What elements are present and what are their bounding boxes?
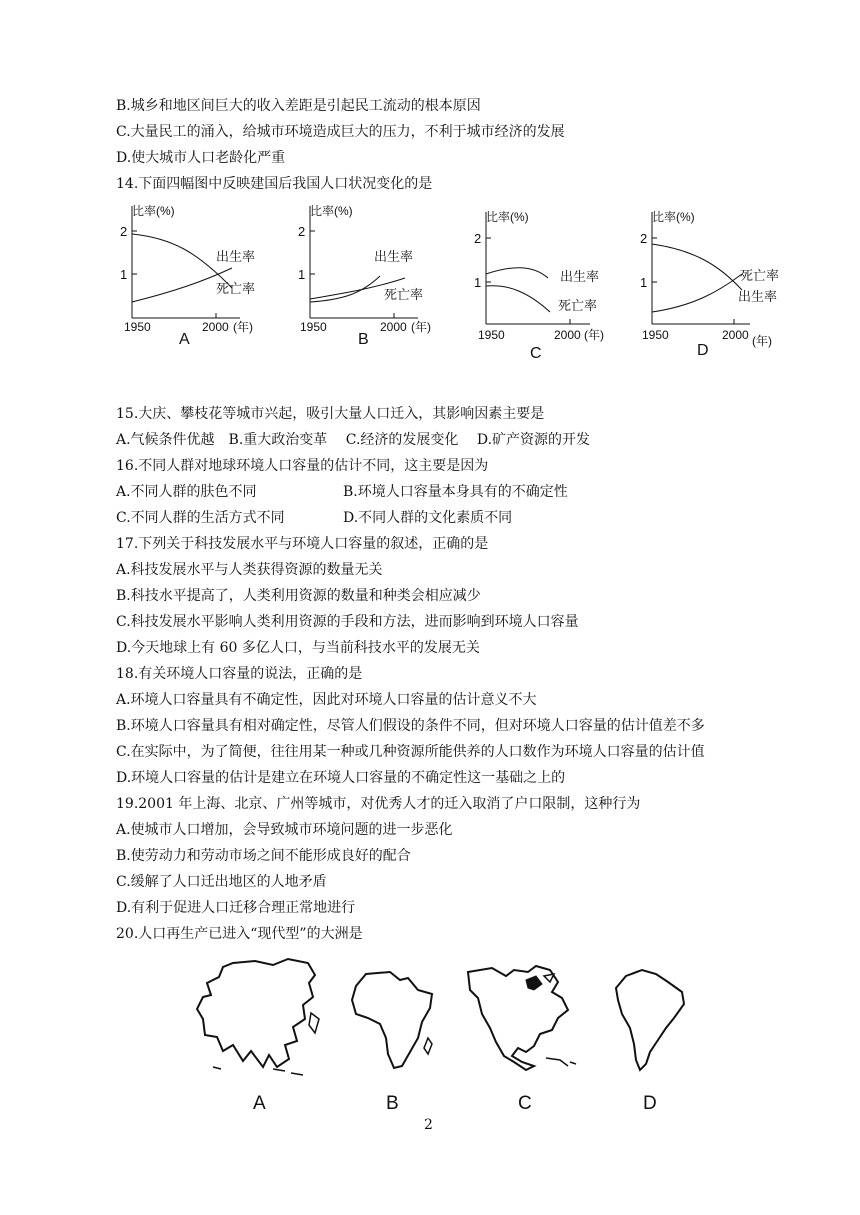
q19-option-b: B.使劳动力和劳动市场之间不能形成良好的配合 — [116, 848, 411, 864]
chart-c-ytick-2: 2 — [474, 231, 482, 246]
q17-option-d: D.今天地球上有 60 多亿人口，与当前科技水平的发展无关 — [116, 640, 480, 656]
q19-option-c: C.缓解了人口迁出地区的人地矛盾 — [116, 874, 327, 890]
chart-b-letter: B — [358, 331, 369, 348]
chart-d — [638, 206, 798, 356]
chart-b — [290, 200, 450, 350]
q18-option-b: B.环境人口容量具有相对确定性，尽管人们假设的条件不同，但对环境人口容量的估计值差不多 — [116, 718, 705, 734]
chart-d-ytick-2: 2 — [640, 231, 648, 246]
north-america-map-icon — [462, 962, 587, 1074]
chart-c-ytick-1: 1 — [474, 275, 482, 290]
q18-option-c: C.在实际中，为了简便，往往用某一种或几种资源所能供养的人口数作为环境人口容量的估计值 — [116, 744, 705, 760]
chart-d-label-1: 死亡率 — [740, 268, 780, 283]
chart-a-x-start: 1950 — [124, 320, 151, 334]
chart-d-x-unit: (年) — [752, 334, 772, 348]
asia-map-icon — [193, 955, 328, 1080]
chart-d-label-2: 出生率 — [738, 289, 778, 304]
africa-map-icon — [348, 968, 438, 1073]
chart-c-x-unit: (年) — [584, 328, 604, 342]
chart-a-letter: A — [179, 331, 190, 348]
q19-option-d: D.有利于促进人口迁移合理正常地进行 — [116, 900, 356, 916]
q16-option-a: A.不同人群的肤色不同 — [116, 484, 257, 500]
chart-c-x-start: 1950 — [478, 328, 505, 342]
q16-stem: 16.不同人群对地球环境人口容量的估计不同，这主要是因为 — [116, 458, 489, 474]
chart-d-ylabel: 比率(%) — [652, 210, 695, 224]
south-america-map-icon — [612, 966, 692, 1076]
chart-c-death-rate-line — [486, 286, 550, 312]
q20-stem: 20.人口再生产已进入“现代型”的大洲是 — [116, 926, 363, 942]
chart-b-label-2: 死亡率 — [384, 287, 424, 302]
map-a-letter: A — [253, 1093, 266, 1114]
page-number: 2 — [424, 1117, 433, 1133]
chart-a-ylabel: 比率(%) — [132, 204, 175, 218]
map-b-letter: B — [386, 1093, 399, 1114]
q17-option-a: A.科技发展水平与人类获得资源的数量无关 — [116, 562, 383, 578]
chart-d-birth-rate-line — [652, 274, 742, 312]
chart-b-x-start: 1950 — [300, 320, 327, 334]
q16-option-d: D.不同人群的文化素质不同 — [343, 510, 513, 526]
chart-a-label-1: 出生率 — [216, 249, 256, 264]
map-d-letter: D — [643, 1093, 657, 1114]
chart-b-x-unit: (年) — [411, 320, 431, 334]
chart-c-label-1: 出生率 — [560, 269, 600, 284]
chart-d-x-end: 2000 — [722, 328, 749, 342]
chart-b-ytick-2: 2 — [298, 224, 306, 239]
chart-d-x-start: 1950 — [642, 328, 669, 342]
chart-b-ytick-1: 1 — [298, 267, 306, 282]
q17-option-c: C.科技发展水平影响人类利用资源的手段和方法，进而影响到环境人口容量 — [116, 614, 579, 630]
q15-options: A.气候条件优越 B.重大政治变革 C.经济的发展变化 D.矿产资源的开发 — [116, 432, 591, 448]
chart-c-label-2: 死亡率 — [558, 298, 598, 313]
chart-b-ylabel: 比率(%) — [310, 204, 353, 218]
q13-option-d: D.使大城市人口老龄化严重 — [116, 150, 286, 166]
chart-c — [470, 206, 630, 356]
chart-b-birth-rate-line — [310, 276, 380, 302]
chart-a-label-2: 死亡率 — [216, 281, 256, 296]
chart-d-ytick-1: 1 — [640, 275, 648, 290]
chart-b-x-end: 2000 — [380, 320, 407, 334]
q13-option-c: C.大量民工的涌入，给城市环境造成巨大的压力，不利于城市经济的发展 — [116, 124, 565, 140]
q14-stem: 14.下面四幅图中反映建国后我国人口状况变化的是 — [116, 176, 433, 192]
chart-c-ylabel: 比率(%) — [486, 210, 529, 224]
chart-b-label-1: 出生率 — [374, 249, 414, 264]
chart-a-ytick-2: 2 — [120, 224, 128, 239]
chart-c-x-end: 2000 — [554, 328, 581, 342]
q13-option-b: B.城乡和地区间巨大的收入差距是引起民工流动的根本原因 — [116, 98, 481, 114]
q19-stem: 19.2001 年上海、北京、广州等城市，对优秀人才的迁入取消了户口限制，这种行为 — [116, 796, 641, 812]
q16-option-b: B.环境人口容量本身具有的不确定性 — [343, 484, 568, 500]
chart-c-birth-rate-line — [486, 268, 548, 278]
chart-a-x-end: 2000 — [202, 320, 229, 334]
chart-a-x-unit: (年) — [233, 320, 253, 334]
chart-d-letter: D — [697, 342, 709, 359]
chart-a-ytick-1: 1 — [120, 267, 128, 282]
chart-c-letter: C — [530, 345, 542, 362]
q19-option-a: A.使城市人口增加，会导致城市环境问题的进一步恶化 — [116, 822, 453, 838]
map-c-letter: C — [518, 1093, 532, 1114]
q17-option-b: B.科技水平提高了，人类利用资源的数量和种类会相应减少 — [116, 588, 481, 604]
q18-option-a: A.环境人口容量具有不确定性，因此对环境人口容量的估计意义不大 — [116, 692, 537, 708]
q16-option-c: C.不同人群的生活方式不同 — [116, 510, 285, 526]
q15-stem: 15.大庆、攀枝花等城市兴起，吸引大量人口迁入，其影响因素主要是 — [116, 406, 545, 422]
q17-stem: 17.下列关于科技发展水平与环境人口容量的叙述，正确的是 — [116, 536, 489, 552]
chart-a — [112, 200, 272, 350]
q18-option-d: D.环境人口容量的估计是建立在环境人口容量的不确定性这一基础之上的 — [116, 770, 566, 786]
q18-stem: 18.有关环境人口容量的说法，正确的是 — [116, 666, 363, 682]
